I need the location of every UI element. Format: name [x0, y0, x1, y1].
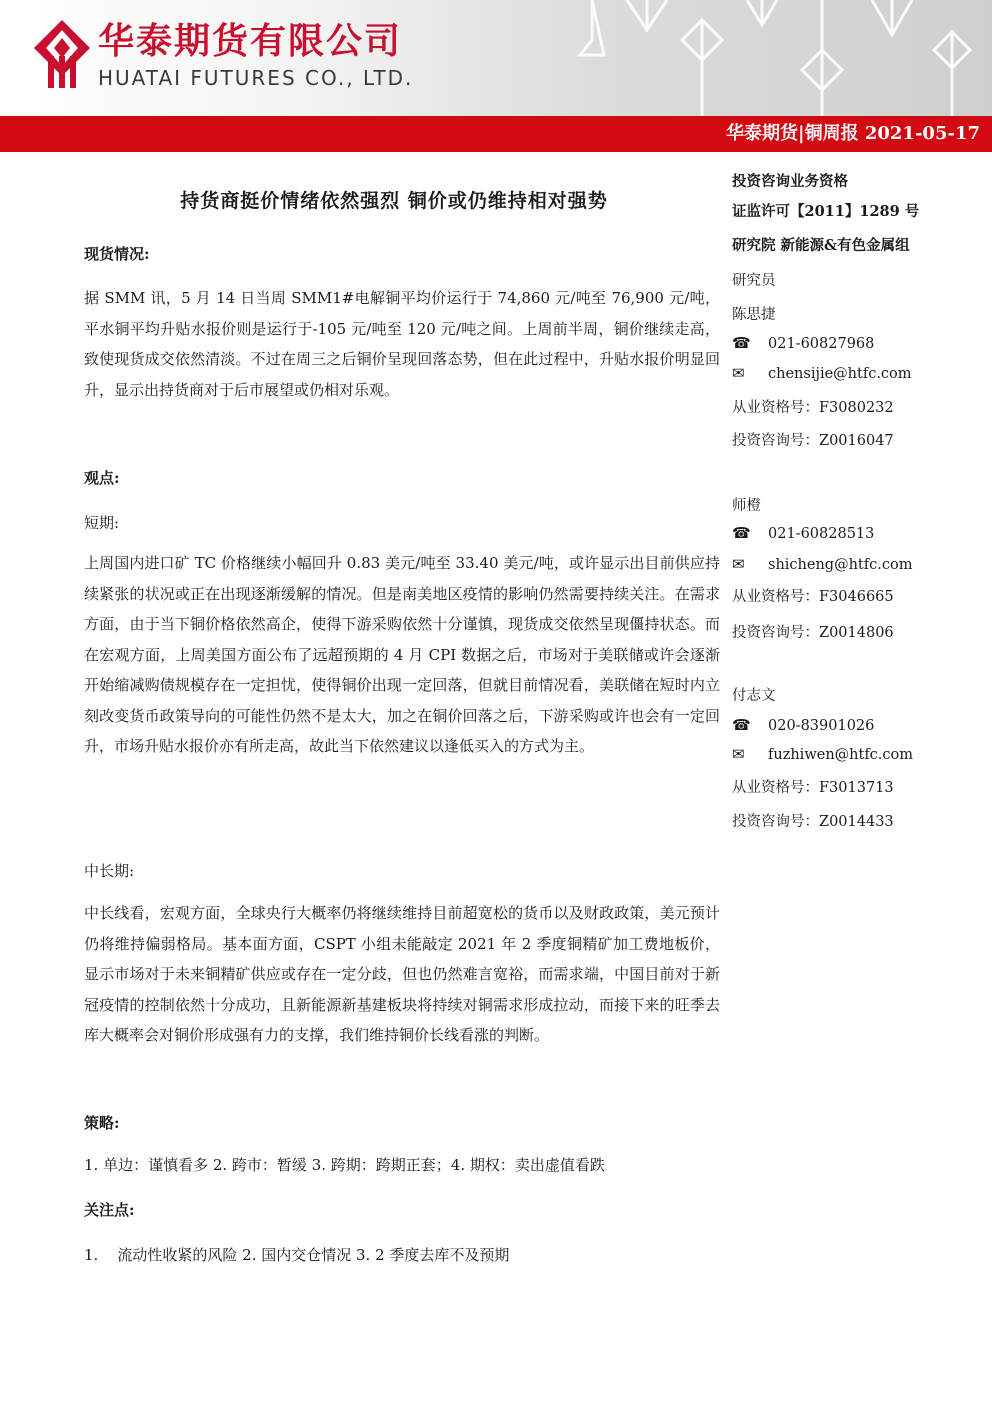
qualification: 投资咨询业务资格 — [732, 173, 848, 190]
phone-icon: ☎ — [732, 716, 751, 734]
email-icon: ✉ — [732, 745, 745, 763]
researcher-name: 付志文 — [732, 688, 776, 704]
report-title: 持货商挺价情绪依然强烈 铜价或仍维持相对强势 — [180, 190, 608, 212]
researcher-email[interactable]: ✉ shicheng@htfc.com — [732, 555, 913, 573]
research-group: 研究院 新能源&有色金属组 — [732, 237, 910, 254]
company-name-en: HUATAI FUTURES CO., LTD. — [98, 66, 414, 90]
long-term-label: 中长期: — [84, 862, 135, 880]
researcher-name: 陈思捷 — [732, 307, 776, 323]
researcher-phone: ☎ 021-60827968 — [732, 334, 875, 352]
report-bar-text: 华泰期货|铜周报 2021-05-17 — [726, 123, 980, 144]
email-icon: ✉ — [732, 364, 745, 382]
short-term-paragraph: 上周国内进口矿 TC 价格继续小幅回升 0.83 美元/吨至 33.40 美元/吨，或许显示出目前供应持续紧张的状况或正在出现逐渐缓解的情况。但是南美地区疫情的影响仍然需要持续关注。在需求方面，由于当下铜价格依然高企，使得下游采购依然十分谨慎，现货成交依然呈现僵持状态。而在宏观方面，上周美国方面公布了远超预期的 4 月 CPI 数据之后，市场对于美联储或许会逐渐开始缩减购债规模存在一定担忧，使得铜价出现一定回落，但就目前情况看，美联储在短时内立刻改变货币政策导向的可能性仍然不是太大，加之在铜价回落之后，下游采购或许也会有一定回升，市场升贴水报价亦有所走高，故此当下依然建议以逢低买入的方式为主。 — [84, 554, 720, 755]
researcher-advisory: 投资咨询号：Z0014433 — [732, 814, 894, 830]
researcher-role: 研究员 — [732, 273, 776, 289]
license-number: 证监许可【2011】1289 号 — [732, 203, 920, 220]
company-name-cn: 华泰期货有限公司 — [98, 21, 403, 62]
strategy-heading: 策略: — [84, 1114, 120, 1132]
researcher-email[interactable]: ✉ chensijie@htfc.com — [732, 364, 912, 382]
phone-icon: ☎ — [732, 334, 751, 352]
focus-heading: 关注点: — [84, 1201, 135, 1219]
researcher-advisory: 投资咨询号：Z0016047 — [732, 433, 894, 449]
researcher-license: 从业资格号：F3080232 — [732, 400, 894, 416]
focus-text: 1. 流动性收紧的风险 2. 国内交仓情况 3. 2 季度去库不及预期 — [84, 1246, 510, 1264]
header-decoration — [572, 0, 992, 116]
company-logo-icon — [34, 20, 90, 90]
view-heading: 观点: — [84, 469, 120, 487]
short-term-label: 短期: — [84, 514, 120, 532]
report-bar — [0, 116, 992, 152]
page-header — [0, 0, 992, 116]
researcher-phone: ☎ 020-83901026 — [732, 716, 875, 734]
researcher-license: 从业资格号：F3046665 — [732, 589, 894, 605]
researcher-name: 师橙 — [732, 498, 761, 514]
researcher-email[interactable]: ✉ fuzhiwen@htfc.com — [732, 745, 914, 763]
researcher-advisory: 投资咨询号：Z0014806 — [732, 625, 894, 641]
spot-heading: 现货情况: — [84, 245, 150, 263]
phone-icon: ☎ — [732, 524, 751, 542]
strategy-text: 1. 单边：谨慎看多 2. 跨市：暂缓 3. 跨期：跨期正套；4. 期权：卖出虚值看跌 — [84, 1156, 605, 1174]
spot-paragraph: 据 SMM 讯，5 月 14 日当周 SMM1#电解铜平均价运行于 74,860 元/吨至 76,900 元/吨，平水铜平均升贴水报价则是运行于-105 元/吨至 120 元/吨之间。上周前半周，铜价继续走高，致使现货成交依然清淡。不过在周三之后铜价呈现回落态势，但在此过程中，升贴水报价明显回升，显示出持货商对于后市展望或仍相对乐观。 — [84, 289, 720, 399]
researcher-phone: ☎ 021-60828513 — [732, 524, 875, 542]
email-icon: ✉ — [732, 555, 745, 573]
long-term-paragraph: 中长线看，宏观方面，全球央行大概率仍将继续维持目前超宽松的货币以及财政政策，美元预计仍将维持偏弱格局。基本面方面，CSPT 小组未能敲定 2021 年 2 季度铜精矿加工费地板价，显示市场对于未来铜精矿供应或存在一定分歧，但也仍然难言宽裕，而需求端，中国目前对于新冠疫情的控制依然十分成功，且新能源新基建板块将持续对铜需求形成拉动，而接下来的旺季去库大概率会对铜价形成强有力的支撑，我们维持铜价长线看涨的判断。 — [84, 904, 720, 1044]
researcher-license: 从业资格号：F3013713 — [732, 780, 894, 796]
